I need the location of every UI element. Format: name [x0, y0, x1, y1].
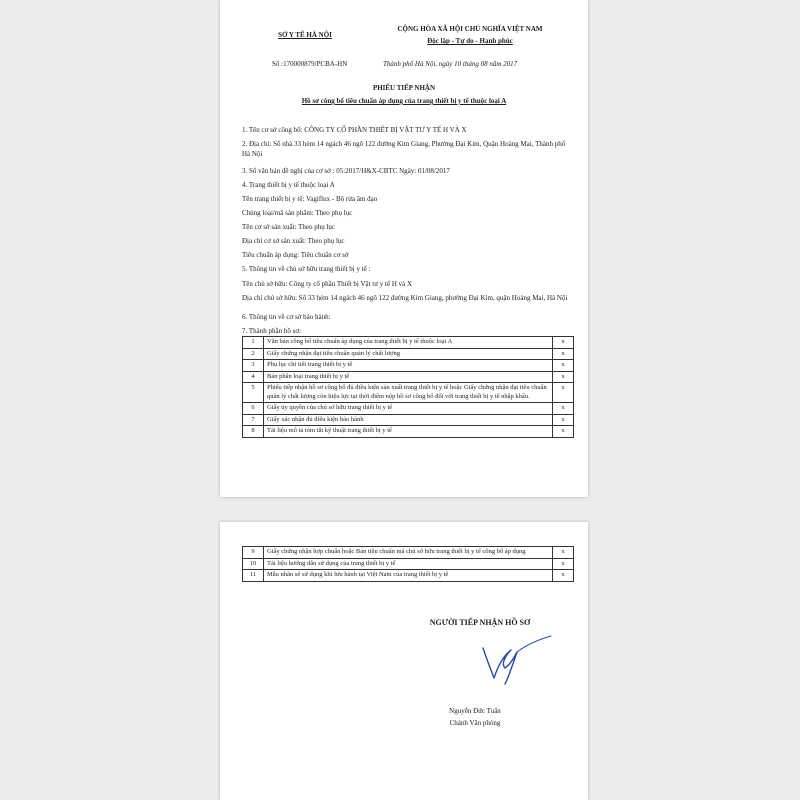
row-mark: x — [553, 570, 574, 582]
field-warranty-heading: 6. Thông tin về cơ sở bảo hành: — [242, 313, 331, 321]
row-mark: x — [553, 360, 574, 372]
document-subtitle: Hồ sơ công bố tiêu chuẩn áp dụng của trang thiết bị y tế thuộc loại A — [301, 97, 507, 105]
field-applicant-address: 2. Địa chỉ: Số nhà 33 hẻm 14 ngách 46 ngõ 122 đường Kim Giang, Phường Đại Kim, Quận Hoàng Mai, Thành phố Hà Nội — [242, 140, 566, 158]
table-row — [243, 360, 574, 372]
row-number: 8 — [243, 426, 264, 438]
signer-name: Nguyễn Đức Tuấn — [449, 707, 501, 715]
field-owner-address: Địa chỉ chủ sở hữu: Số 33 hẻm 14 ngách 46 ngõ 122 đường Kim Giang, phường Đại Kim, quận Hoàng Mai, Hà Nội — [242, 294, 568, 302]
receiver-title: NGƯỜI TIẾP NHẬN HỒ SƠ — [429, 618, 531, 627]
row-document: Giấy chứng nhận hợp chuẩn hoặc Bản tiêu chuẩn mà chủ sở hữu trang thiết bị y tế công bố áp dụng — [264, 547, 553, 559]
document-title: PHIẾU TIẾP NHẬN — [372, 84, 436, 92]
row-document: Tài liệu hướng dẫn sử dụng của trang thiết bị y tế — [264, 558, 553, 570]
row-mark: x — [553, 558, 574, 570]
row-mark: x — [553, 337, 574, 349]
field-applicant-name: 1. Tên cơ sở công bố: CÔNG TY CỔ PHẦN THIẾT BỊ VẬT TƯ Y TẾ H VÀ X — [242, 126, 467, 134]
row-mark: x — [553, 414, 574, 426]
row-mark: x — [553, 403, 574, 415]
row-document: Phiếu tiếp nhận hồ sơ công bố đủ điều kiện sản xuất trang thiết bị y tế hoặc Giấy chứng nhận đạt tiêu chuẩn quản lý chất lượng còn hiệu lực tại thời điểm nộp hồ sơ công bố đối với trang thiết bị y tế nhập khẩu. — [264, 383, 553, 403]
table-row — [243, 558, 574, 570]
field-manufacturer-address: Địa chỉ cơ sở sản xuất: Theo phụ lục — [242, 237, 345, 245]
row-mark: x — [553, 547, 574, 559]
row-document: Văn bản công bố tiêu chuẩn áp dụng của trang thiết bị y tế thuộc loại A — [264, 337, 553, 349]
table-row — [243, 348, 574, 360]
table-row — [243, 371, 574, 383]
table-row — [243, 426, 574, 438]
field-device-class: 4. Trang thiết bị y tế thuộc loại A — [242, 181, 335, 189]
signature-image — [465, 634, 555, 688]
document-page-2 — [220, 522, 588, 800]
field-manufacturer: Tên cơ sở sản xuất: Theo phụ lục — [242, 223, 336, 231]
row-number: 7 — [243, 414, 264, 426]
row-document: Bản phân loại trang thiết bị y tế — [264, 371, 553, 383]
row-number: 5 — [243, 383, 264, 403]
table-row — [243, 547, 574, 559]
row-document: Tài liệu mô tả tóm tắt kỹ thuật trang thiết bị y tế — [264, 426, 553, 438]
motto: Độc lập - Tự do - Hạnh phúc — [427, 37, 513, 45]
documents-table-continued — [242, 546, 574, 582]
row-mark: x — [553, 371, 574, 383]
row-number: 6 — [243, 403, 264, 415]
table-row — [243, 414, 574, 426]
row-document: Giấy xác nhận đủ điều kiện bảo hành — [264, 414, 553, 426]
table-row — [243, 337, 574, 349]
row-mark: x — [553, 426, 574, 438]
place-date: Thành phố Hà Nội, ngày 10 tháng 08 năm 2017 — [383, 60, 518, 68]
row-number: 1 — [243, 337, 264, 349]
field-request-number: 3. Số văn bản đề nghị của cơ sở : 05:2017/H&X-CBTC Ngày: 01/08/2017 — [242, 167, 450, 175]
row-document: Mẫu nhãn sẽ sử dụng khi lưu hành tại Việt Nam của trang thiết bị y tế — [264, 570, 553, 582]
ministry-header: SỞ Y TẾ HÀ NỘI — [278, 31, 332, 39]
row-mark: x — [553, 348, 574, 360]
table-row — [243, 383, 574, 403]
row-mark: x — [553, 383, 574, 403]
row-document: Phụ lục chi tiết trang thiết bị y tế — [264, 360, 553, 372]
field-standard: Tiêu chuẩn áp dụng: Tiêu chuẩn cơ sở — [242, 251, 349, 259]
row-number: 4 — [243, 371, 264, 383]
document-page-1 — [220, 0, 588, 497]
row-number: 11 — [243, 570, 264, 582]
row-number: 2 — [243, 348, 264, 360]
row-number: 3 — [243, 360, 264, 372]
row-document: Giấy ủy quyền của chủ sở hữu trang thiết bị y tế — [264, 403, 553, 415]
signer-role: Chánh Văn phòng — [449, 719, 501, 727]
documents-table — [242, 336, 574, 438]
republic-header: CỘNG HÒA XÃ HỘI CHỦ NGHĨA VIỆT NAM — [397, 25, 543, 33]
table-row — [243, 403, 574, 415]
field-owner-name: Tên chủ sở hữu: Công ty cổ phần Thiết bị Vật tư y tế H và X — [242, 280, 413, 288]
field-documents-heading: 7. Thành phần hồ sơ: — [242, 327, 301, 335]
field-category: Chủng loại/mã sản phẩm: Theo phụ lục — [242, 209, 353, 217]
field-device-name: Tên trang thiết bị y tế: Vagiflux - Bộ rửa âm đạo — [242, 195, 378, 203]
field-owner-heading: 5. Thông tin về chủ sở hữu trang thiết bị y tế : — [242, 265, 371, 273]
row-document: Giấy chứng nhận đạt tiêu chuẩn quản lý chất lượng — [264, 348, 553, 360]
row-number: 10 — [243, 558, 264, 570]
document-number: Số :170000879/PCBA-HN — [272, 60, 348, 68]
row-number: 9 — [243, 547, 264, 559]
table-row — [243, 570, 574, 582]
